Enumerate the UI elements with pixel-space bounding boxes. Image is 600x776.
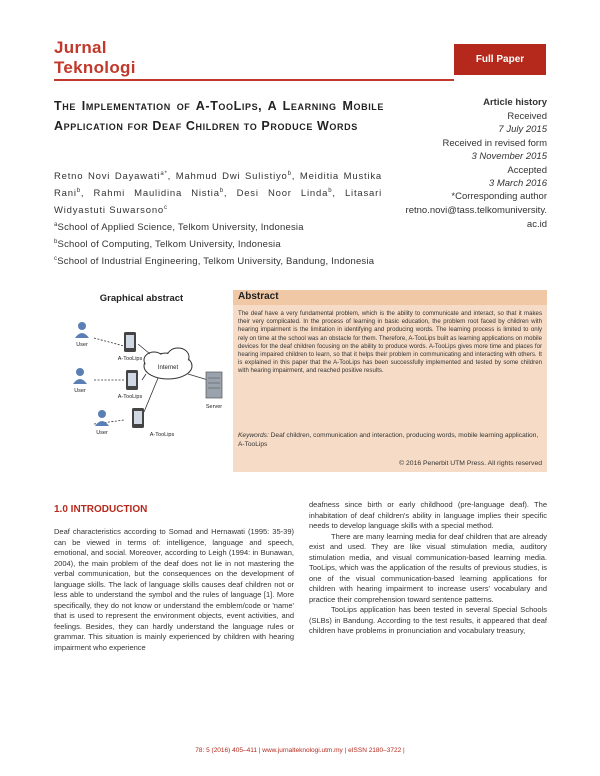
revised-label: Received in revised form — [442, 137, 547, 149]
corresponding-author — [405, 190, 547, 232]
corresponding-email[interactable]: retno.novi@tass.telkomuniversity.ac.id — [405, 205, 547, 230]
user-icon — [75, 322, 89, 348]
abstract-text: The deaf have a very fundamental problem, which is the ability to communicate and interact, so that it makes their very complicated. In the process of learning in basic education, the problem root faced by children with hearing impairment is the limitation in identifying and producing words. The learning process is limited to only rely on time at the school was an obstacle for them. Therefore, A-TooLips built as learning applications on mobile devices for the deaf children focusing on the ability to produce words. A-TooLips gives more time and places for hearing impaired children to learn, so that it helps their problem in communicating and interacting with others. It is explained in this paper that the A-TooLips has been successfully implemented and tested by some children with hearing impairment, and reached positive results. — [238, 310, 542, 375]
author-sup: b — [219, 188, 224, 195]
body-column-left — [54, 527, 294, 653]
accepted-date: 3 March 2016 — [488, 178, 547, 189]
phone-icon — [132, 408, 174, 438]
affiliation-item — [54, 252, 382, 269]
author-name: Mahmud Dwi Sulistiyo — [175, 171, 288, 183]
author-name: Litasari Widyastuti Suwarsono — [54, 188, 382, 217]
keywords — [238, 431, 542, 449]
received-date: 7 July 2015 — [498, 124, 547, 135]
page-footer: 78: 5 (2016) 405–411 | www.jurnalteknologi.utm.my | eISSN 2180–3722 | — [195, 747, 405, 754]
affiliation-item — [54, 235, 382, 252]
phone-icon — [118, 332, 143, 362]
affiliation-text: School of Computing, Telkom University, Indonesia — [57, 239, 281, 251]
journal-name — [54, 38, 136, 78]
server-icon — [206, 372, 222, 410]
author-list: Retno Novi Dayawati$^{a*}$, Mahmud Dwi Sulistiyo$^b$, Meiditia Mustika Rani$^b$, Rahmi Maulidina Nistia$^b$, Desi Noor Linda$^b$, Litasari Widyastuti Suwarsono$^c$ — [54, 171, 382, 217]
article-history — [405, 96, 547, 191]
journal-name-line2: Teknologi — [54, 58, 136, 77]
paper-title: The Implementation of A-TooLips, A Learning Mobile Application for Deaf Children to Produce Words — [54, 99, 384, 133]
paragraph: deafness since birth or early childhood (pre-language deaf). The inhabitation of deaf children's ability in language implies their specific needs to develop language skills with a special method. — [309, 500, 547, 530]
author-name: Retno Novi Dayawati — [54, 171, 161, 183]
keywords-label: Keywords: — [238, 432, 269, 439]
section-title: 1.0 INTRODUCTION — [54, 504, 148, 515]
affiliation-item — [54, 218, 382, 235]
author-sup: c — [163, 205, 168, 212]
author-sup: a* — [160, 171, 168, 177]
affiliation-text: School of Industrial Engineering, Telkom University, Bandung, Indonesia — [57, 256, 375, 268]
affiliation-text: School of Applied Science, Telkom University, Indonesia — [57, 222, 304, 234]
user-icon — [73, 368, 87, 394]
history-title: Article history — [483, 97, 547, 108]
paragraph: Deaf characteristics according to Somad and Hernawati (1995: 35-39) can be viewed in terms of: intelligence, language and speech, emotional, and social. Moreover, according to Leigh (1994: in Bunawan, 2004), the main problem of the deaf does not lie in not mastering the verbal communication, but the consequences on the development of language skills. The lack of language skills causes deaf children not or less able to understand the symbol and the rules of language [1]. More specifically, they do not know or understand the emblem/code or 'name' that is used to represent the environment objects, event activities, and feelings. Besides, they can hardly understand the language rules or grammar. This situation is mainly experienced by children with hearing impairment who experience — [54, 527, 294, 652]
affiliation-sup: a — [54, 222, 58, 228]
app-label: A-TooLips — [117, 394, 143, 400]
phone-icon — [118, 370, 143, 400]
paper-type-badge: Full Paper — [454, 44, 546, 75]
graphical-abstract-diagram — [58, 308, 226, 468]
body-column-right — [309, 500, 547, 637]
affiliation-list — [54, 218, 382, 269]
author-name: Meiditia Mustika Rani — [54, 171, 382, 200]
corresponding-label: *Corresponding author — [451, 191, 547, 202]
author-sup: b — [328, 188, 333, 195]
author-sup: b — [287, 171, 292, 177]
connection-arrows — [94, 338, 208, 424]
accepted-label: Accepted — [507, 164, 547, 176]
user-label: User — [76, 342, 88, 348]
abstract-title: Abstract — [238, 291, 279, 302]
author-sup: b — [76, 188, 81, 195]
received-label: Received — [507, 110, 547, 122]
user-label: User — [74, 388, 86, 394]
graphical-abstract-title: Graphical abstract — [99, 293, 184, 304]
affiliation-sup: c — [54, 256, 58, 263]
header-rule — [54, 79, 454, 81]
affiliation-sup: b — [54, 239, 58, 246]
user-icon — [95, 410, 109, 436]
internet-label: Internet — [157, 365, 179, 371]
revised-date: 3 November 2015 — [471, 151, 547, 162]
author-name: Desi Noor Linda — [236, 188, 329, 200]
copyright: © 2016 Penerbit UTM Press. All rights reserved — [399, 460, 542, 467]
journal-name-line1: Jurnal — [54, 38, 107, 57]
paragraph: There are many learning media for deaf children that are already exist and used. They are like visual stimulation media, auditory stimulation media, and visual communication-based learning media. TooLips, which was the application of the results of previous studies, is one of the visual communication-based learning applications for children with hearing impairment to increase users' vocabulary and practice their comprehension toward sentence patterns. — [309, 531, 547, 604]
paragraph: TooLips application has been tested in several Special Schools (SLBs) in Bandung. According to the test results, it appeared that deaf children have problems in pronunciation and vocabulary treasury, — [309, 605, 547, 635]
author-name: Rahmi Maulidina Nistia — [93, 188, 220, 200]
app-label: A-TooLips — [117, 356, 143, 362]
cloud-icon — [144, 348, 192, 379]
abstract-header-bar — [233, 290, 547, 305]
keywords-text: Deaf children, communication and interaction, producing words, mobile learning application, A-TooLips — [238, 432, 539, 448]
app-label: A-TooLips — [149, 432, 175, 438]
server-label: Server — [205, 404, 223, 410]
user-label: User — [96, 430, 108, 436]
